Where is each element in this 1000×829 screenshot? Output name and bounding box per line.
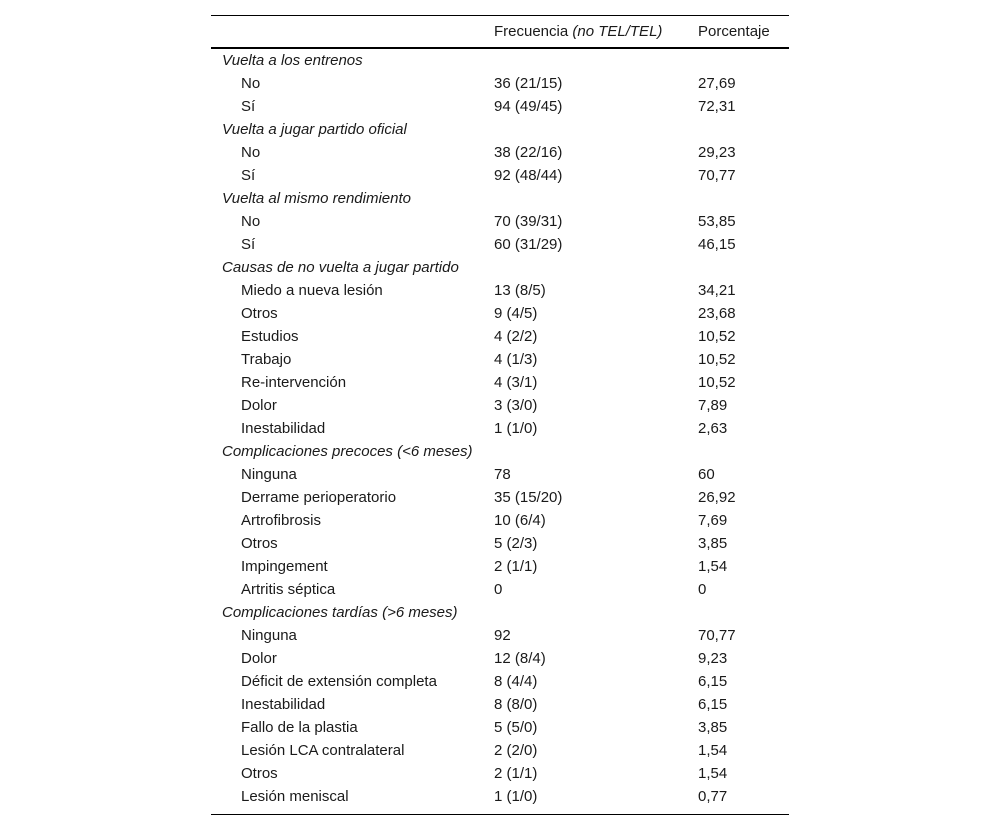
table-row (211, 141, 789, 164)
table-header (211, 16, 789, 47)
row-label: Derrame perioperatorio (241, 489, 397, 506)
row-frequency: 4 (1/3) (494, 351, 538, 368)
row-percentage: 1,54 (698, 558, 728, 575)
row-frequency: 0 (494, 581, 503, 598)
row-percentage: 6,15 (698, 696, 728, 713)
row-frequency: 12 (8/4) (494, 650, 546, 667)
row-percentage: 0 (698, 581, 707, 598)
row-label: Impingement (241, 558, 328, 575)
row-label: Dolor (241, 650, 277, 667)
row-frequency: 3 (3/0) (494, 397, 538, 414)
row-percentage: 60 (698, 466, 715, 483)
table-row (211, 624, 789, 647)
row-label: Lesión LCA contralateral (241, 742, 405, 759)
row-label: Inestabilidad (241, 696, 326, 713)
section-header (211, 187, 789, 210)
table-row (211, 95, 789, 118)
row-label: Re-intervención (241, 374, 347, 391)
row-percentage: 23,68 (698, 305, 736, 322)
row-label: Miedo a nueva lesión (241, 282, 383, 299)
row-frequency: 36 (21/15) (494, 75, 563, 92)
header-frequency (494, 16, 662, 47)
row-label: Sí (241, 167, 256, 184)
section-header (211, 256, 789, 279)
table-row (211, 578, 789, 601)
section-title: Complicaciones tardías (>6 meses) (222, 604, 458, 621)
row-percentage: 27,69 (698, 75, 736, 92)
row-frequency: 94 (49/45) (494, 98, 563, 115)
row-label: Fallo de la plastia (241, 719, 358, 736)
row-percentage: 10,52 (698, 328, 736, 345)
row-label: No (241, 144, 261, 161)
row-label: No (241, 213, 261, 230)
section-title: Vuelta al mismo rendimiento (222, 190, 411, 207)
section-title: Vuelta a jugar partido oficial (222, 121, 407, 138)
table-row (211, 555, 789, 578)
row-label: Otros (241, 305, 278, 322)
row-percentage: 3,85 (698, 719, 728, 736)
section-title: Vuelta a los entrenos (222, 52, 363, 69)
row-frequency: 5 (2/3) (494, 535, 538, 552)
row-percentage: 0,77 (698, 788, 728, 805)
row-frequency: 5 (5/0) (494, 719, 538, 736)
row-label: Artritis séptica (241, 581, 336, 598)
row-percentage: 72,31 (698, 98, 736, 115)
row-label: Lesión meniscal (241, 788, 349, 805)
row-frequency: 4 (3/1) (494, 374, 538, 391)
section-title: Causas de no vuelta a jugar partido (222, 259, 459, 276)
section-header (211, 49, 789, 72)
row-frequency: 8 (8/0) (494, 696, 538, 713)
bottom-rule (211, 814, 789, 815)
row-frequency: 1 (1/0) (494, 420, 538, 437)
table-body (211, 49, 789, 808)
row-percentage: 7,69 (698, 512, 728, 529)
table-row (211, 279, 789, 302)
table-row (211, 210, 789, 233)
row-label: Déficit de extensión completa (241, 673, 437, 690)
row-frequency: 4 (2/2) (494, 328, 538, 345)
row-percentage: 46,15 (698, 236, 736, 253)
row-frequency: 2 (1/1) (494, 765, 538, 782)
table-row (211, 72, 789, 95)
header-frequency-text: Frecuencia (494, 23, 569, 40)
row-frequency: 60 (31/29) (494, 236, 563, 253)
row-label: Otros (241, 535, 278, 552)
header-frequency-note: (no TEL/TEL) (572, 23, 663, 40)
table-row (211, 509, 789, 532)
table-row (211, 463, 789, 486)
table-row (211, 532, 789, 555)
row-percentage: 29,23 (698, 144, 736, 161)
row-frequency: 70 (39/31) (494, 213, 563, 230)
row-frequency: 92 (494, 627, 511, 644)
section-header (211, 601, 789, 624)
row-frequency: 92 (48/44) (494, 167, 563, 184)
row-label: Estudios (241, 328, 299, 345)
row-label: Ninguna (241, 627, 297, 644)
table-row (211, 302, 789, 325)
row-label: Trabajo (241, 351, 292, 368)
section-title: Complicaciones precoces (<6 meses) (222, 443, 473, 460)
row-percentage: 70,77 (698, 167, 736, 184)
row-percentage: 7,89 (698, 397, 728, 414)
row-label: Sí (241, 98, 256, 115)
table-row (211, 325, 789, 348)
row-frequency: 13 (8/5) (494, 282, 546, 299)
row-percentage: 3,85 (698, 535, 728, 552)
row-label: Dolor (241, 397, 277, 414)
row-label: Artrofibrosis (241, 512, 322, 529)
table-row (211, 486, 789, 509)
row-percentage: 70,77 (698, 627, 736, 644)
table-row (211, 371, 789, 394)
row-frequency: 78 (494, 466, 511, 483)
table-row (211, 739, 789, 762)
row-frequency: 2 (1/1) (494, 558, 538, 575)
row-percentage: 10,52 (698, 374, 736, 391)
row-percentage: 34,21 (698, 282, 736, 299)
header-percentage: Porcentaje (698, 23, 770, 40)
row-percentage: 9,23 (698, 650, 728, 667)
row-label: Ninguna (241, 466, 297, 483)
row-label: Inestabilidad (241, 420, 326, 437)
row-frequency: 9 (4/5) (494, 305, 538, 322)
row-label: No (241, 75, 261, 92)
table-row (211, 693, 789, 716)
row-frequency: 35 (15/20) (494, 489, 563, 506)
table-row (211, 647, 789, 670)
row-label: Otros (241, 765, 278, 782)
row-label: Sí (241, 236, 256, 253)
table-row (211, 785, 789, 808)
table-row (211, 348, 789, 371)
table-row (211, 670, 789, 693)
row-percentage: 53,85 (698, 213, 736, 230)
table-row (211, 394, 789, 417)
table-row (211, 417, 789, 440)
row-percentage: 1,54 (698, 742, 728, 759)
row-frequency: 1 (1/0) (494, 788, 538, 805)
table-row (211, 164, 789, 187)
table-row (211, 233, 789, 256)
row-percentage: 6,15 (698, 673, 728, 690)
table-row (211, 716, 789, 739)
section-header (211, 440, 789, 463)
row-frequency: 10 (6/4) (494, 512, 546, 529)
results-table (211, 15, 789, 815)
row-frequency: 38 (22/16) (494, 144, 563, 161)
section-header (211, 118, 789, 141)
row-frequency: 8 (4/4) (494, 673, 538, 690)
table-row (211, 762, 789, 785)
row-percentage: 2,63 (698, 420, 728, 437)
row-percentage: 10,52 (698, 351, 736, 368)
row-frequency: 2 (2/0) (494, 742, 538, 759)
row-percentage: 26,92 (698, 489, 736, 506)
row-percentage: 1,54 (698, 765, 728, 782)
